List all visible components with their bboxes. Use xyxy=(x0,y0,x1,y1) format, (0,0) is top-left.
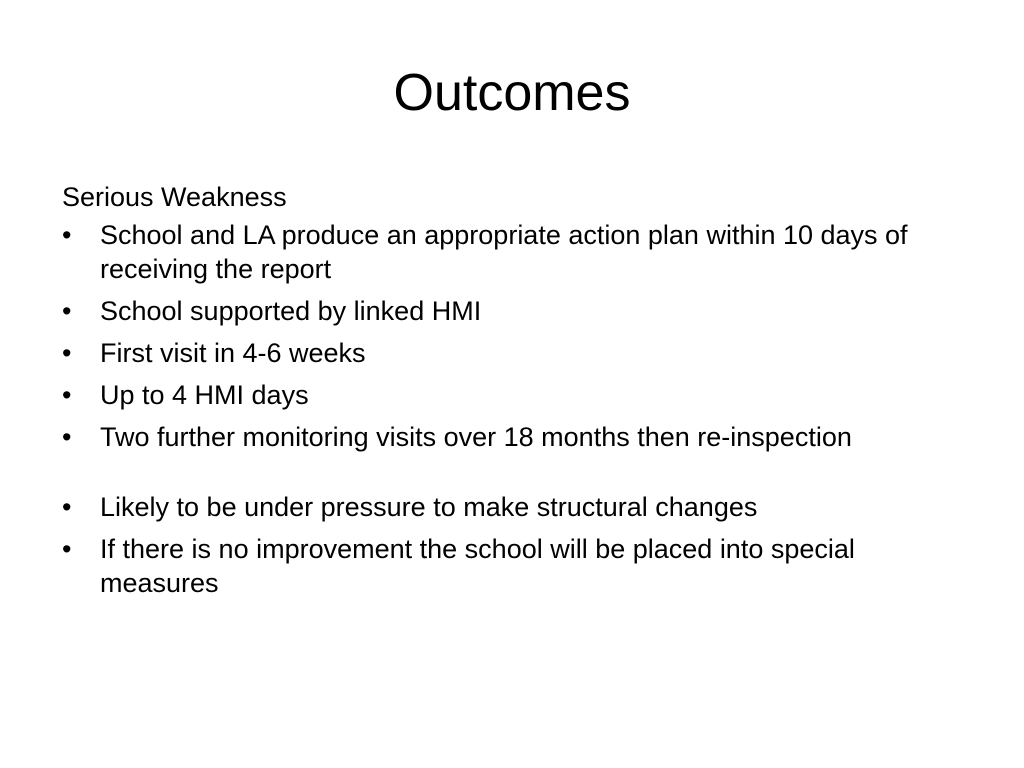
bullet-icon: • xyxy=(62,338,72,368)
bullet-item xyxy=(62,378,972,412)
slide-title: Outcomes xyxy=(393,64,631,122)
bullet-icon: • xyxy=(62,380,72,410)
bullet-item xyxy=(62,336,972,370)
bullet-icon: • xyxy=(62,422,72,452)
bullet-item xyxy=(62,294,972,328)
bullet-item xyxy=(62,532,972,600)
slide-body xyxy=(62,180,972,608)
bullet-text: Likely to be under pressure to make structural changes xyxy=(100,492,758,522)
bullet-item xyxy=(62,420,972,454)
bullet-icon: • xyxy=(62,220,72,250)
bullet-text: School supported by linked HMI xyxy=(100,296,482,326)
bullet-text: School and LA produce an appropriate action plan within 10 days of receiving the report xyxy=(100,220,908,284)
bullet-icon: • xyxy=(62,296,72,326)
bullet-item xyxy=(62,218,972,286)
bullet-text: Two further monitoring visits over 18 months then re-inspection xyxy=(100,422,852,452)
bullet-text: If there is no improvement the school will be placed into special measures xyxy=(100,534,855,598)
bullet-text: First visit in 4-6 weeks xyxy=(100,338,366,368)
bullet-text: Up to 4 HMI days xyxy=(100,380,309,410)
bullet-icon: • xyxy=(62,492,72,522)
bullet-list xyxy=(62,218,972,600)
section-heading: Serious Weakness xyxy=(62,182,287,212)
bullet-icon: • xyxy=(62,534,72,564)
bullet-item xyxy=(62,490,972,524)
